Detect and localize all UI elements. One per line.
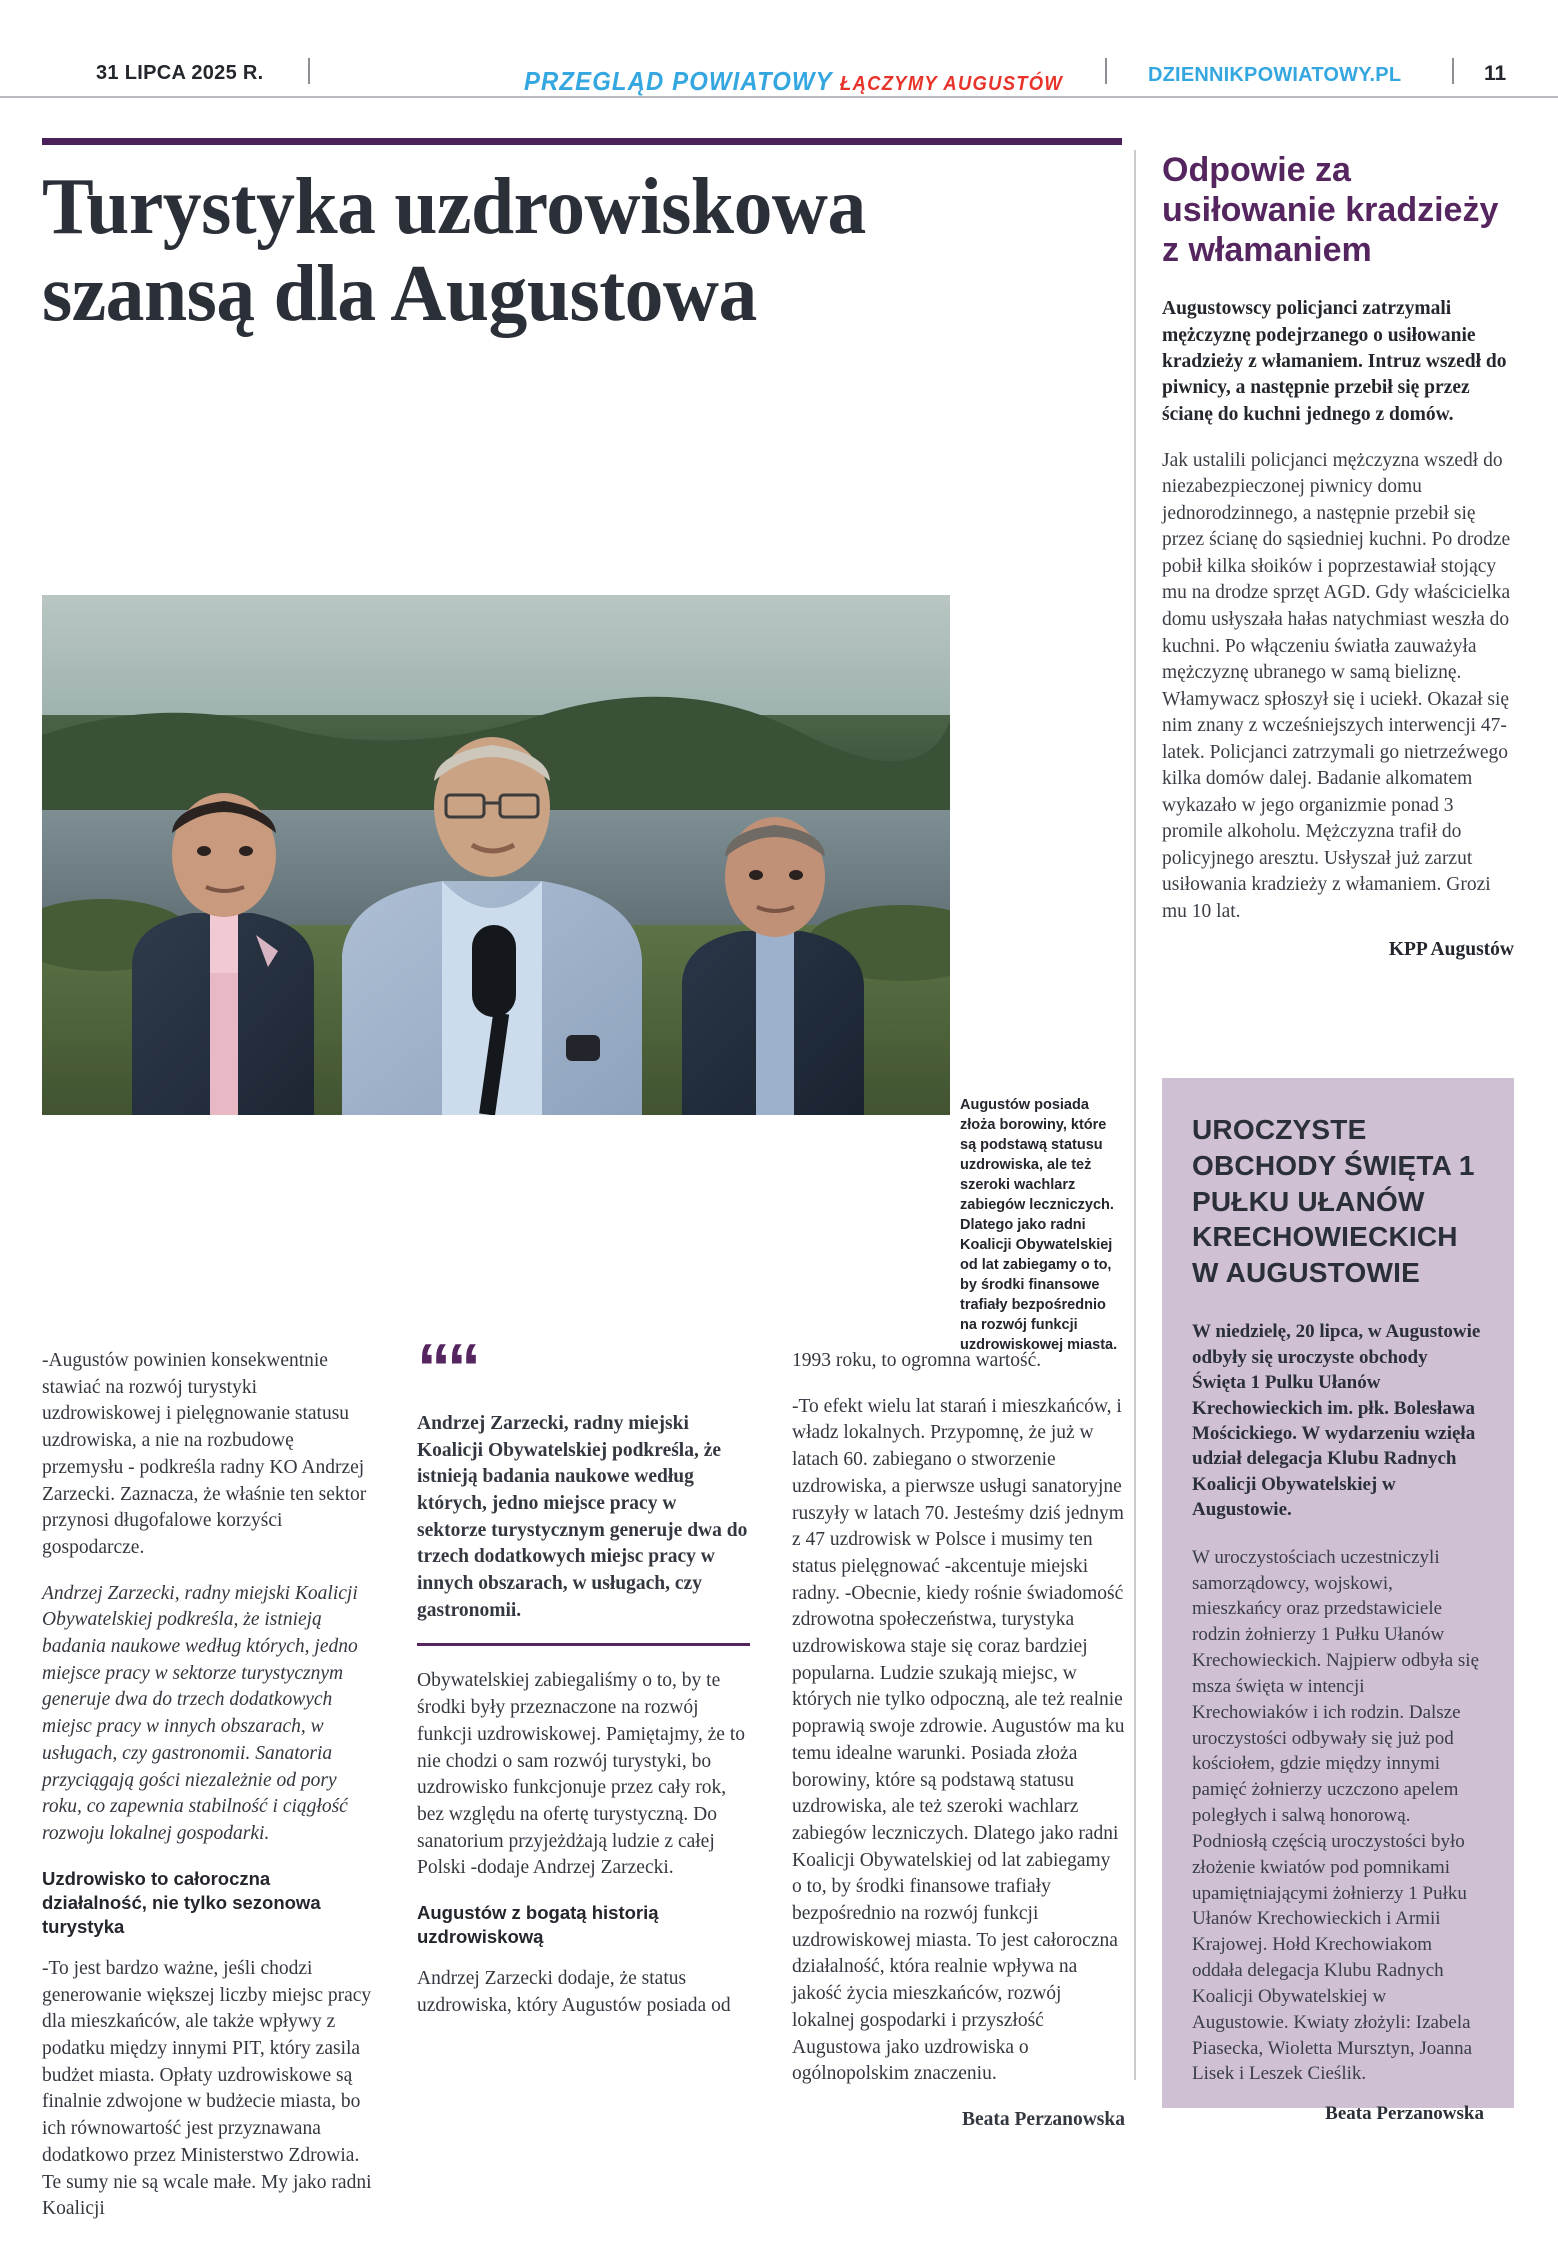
sidebar: [1162, 150, 1514, 961]
logo-title: PRZEGLĄD POWIATOWY: [524, 66, 833, 96]
sidebar-article2-body: W uroczystościach uczestniczyli samorządowcy, wojskowi, mieszkańcy oraz przedstawiciele rodzin żołnierzy 1 Pułku Ułanów Krechowieckich. Najpierw odbyła się msza święta w intencji Krechowiaków i ich rodzin. Dalsze uroczystości odbywały się już pod kościołem, gdzie między innymi pamięć żołnierzy uczczono apelem poległych i salwą honorową. Podniosłą częścią uroczystości było złożenie kwiatów pod pomnikami upamiętniającymi żołnierzy 1 Pułku Ułanów Krechowieckich i Armii Krajowej. Hołd Krechowiakom oddała delegacja Klubu Radnych Koalicji Obywatelskiej w Augustowie. Kwiaty złożyli: Izabela Piasecka, Wioletta Mursztyn, Joanna Lisek i Leszek Cieślik.: [1192, 1546, 1480, 2085]
quote-mark-icon: ““: [417, 1330, 477, 1406]
photo-graphic: [42, 595, 950, 1115]
masthead: [0, 0, 1558, 120]
issue-date: 31 LIPCA 2025 R.: [96, 62, 264, 84]
logo-tagline: ŁĄCZYMY AUGUSTÓW: [840, 73, 1064, 95]
pull-quote-rule: [417, 1643, 750, 1646]
col1-paragraph-1: -Augustów powinien konsekwentnie stawiać na rozwój turystyki uzdrowiskowej i pielęgnowanie statusu uzdrowiska, a nie na rozbudowę przemysłu - podkreśla radny KO Andrzej Zarzecki. Zaznacza, że właśnie ten sektor przynosi długofalowe korzyści gospodarcze.: [42, 1350, 367, 1558]
sidebar-article2-box: [1162, 1078, 1514, 2125]
sidebar-article2-lead: W niedzielę, 20 lipca, w Augustowie odbyły się uroczyste obchody Święta 1 Pulku Ułanów Krechowieckich im. płk. Bolesława Mościckiego. W wydarzeniu wzięła udział delegacja Klubu Radnych Koalicji Obywatelskiej w Augustowie.: [1192, 1321, 1481, 1521]
pull-quote: Andrzej Zarzecki, radny miejski Koalicji Obywatelskiej podkreśla, że istnieją badania naukowe według których, jedno miejsce pracy w sektorze turystycznym generuje dwa do trzech dodatkowych miejsc pracy w innych obszarach, w usługach, czy gastronomii.: [417, 1412, 748, 1621]
sidebar-divider: [1134, 150, 1136, 2080]
masthead-divider-1: [308, 58, 310, 84]
article-column-2: [417, 1330, 750, 2242]
article-columns: [42, 1330, 1126, 2242]
main-article: [42, 150, 1126, 338]
sidebar-article1-headline: Odpowie za usiłowanie kradzieży z włamaniem: [1162, 151, 1499, 270]
sidebar-article1-lead: Augustowscy policjanci zatrzymali mężczyznę podejrzanego o usiłowanie kradzieży z włamaniem. Intruz wszedł do piwnicy, a następnie przebił się przez ścianę do kuchni jednego z domów.: [1162, 298, 1507, 425]
sidebar-article2-byline: Beata Perzanowska: [1325, 2103, 1484, 2125]
website-url[interactable]: DZIENNIKPOWIATOWY.PL: [1148, 64, 1402, 86]
section-rule: [42, 138, 1122, 145]
col1-subheading: Uzdrowisko to całoroczna działalność, nie tylko sezonowa turystyka: [42, 1867, 321, 1938]
article-headline: Turystyka uzdrowiskowa szansą dla Augustowa: [42, 163, 866, 339]
publication-logo: [524, 66, 1063, 97]
col3-paragraph-1: 1993 roku, to ogromna wartość.: [792, 1350, 1042, 1371]
col2-paragraph-2: Andrzej Zarzecki dodaje, że status uzdrowiska, który Augustów posiada od: [417, 1967, 731, 2016]
col1-paragraph-3: -To jest bardzo ważne, jeśli chodzi generowanie większej liczby miejsc pracy dla mieszkańców, ale także wpływy z podatku między innymi PIT, który zasila budżet miasta. Opłaty uzdrowiskowe są finalnie zdwojone w budżecie miasta, bo ich równowartość jest przyznawana dodatkowo przez Ministerstwo Zdrowia. Te sumy nie są wcale małe. My jako radni Koalicji: [42, 1957, 372, 2220]
masthead-rule: [0, 96, 1558, 98]
article-byline: Beata Perzanowska: [961, 2108, 1125, 2130]
article-column-3: [792, 1348, 1125, 2242]
sidebar-article1-body: Jak ustalili policjanci mężczyzna wszedł do niezabezpieczonej piwnicy domu jednorodzinnego, a następnie przebił się przez ścianę do sąsiedniej kuchni. Po drodze pobił kilka słoików i poprzestawiał stojący mu na drodze sprzęt AGD. Gdy właścicielka domu usłyszała hałas natychmiast weszła do kuchni. Po włączeniu światła zauważyła mężczyznę ubranego w samą bieliznę. Włamywacz spłoszył się i uciekł. Okazał się nim znany z wcześniejszych interwencji 47-latek. Policjanci zatrzymali go nietrzeźwego kilka domów dalej. Badanie alkomatem wykazało w jego organizmie ponad 3 promile alkoholu. Mężczyzna trafił do policyjnego aresztu. Usłyszał już zarzut usiłowania kradzieży z włamaniem. Grozi mu 10 lat.: [1162, 449, 1511, 922]
article-photo: [42, 595, 950, 1115]
col1-paragraph-2: Andrzej Zarzecki, radny miejski Koalicji Obywatelskiej podkreśla, że istnieją badania naukowe według których, jedno miejsce pracy w sektorze turystycznym generuje dwa do trzech dodatkowych miejsc pracy w innych obszarach, w usługach, czy gastronomii. Sanatoria przyciągają gości niezależnie od pory roku, co zapewnia stabilność i ciągłość rozwoju lokalnej gospodarki.: [42, 1582, 358, 1844]
col3-paragraph-2: -To efekt wielu lat starań i mieszkańców, i władz lokalnych. Przypomnę, że już w latach 60. zabiegano o stworzenie uzdrowiska, a pierwsze usługi sanatoryjne ruszyły w latach 70. Jesteśmy dziś jednym z 47 uzdrowisk w Polsce i musimy ten status pielęgnować -akcentuje miejski radny. -Obecnie, kiedy rośnie świadomość zdrowotna społeczeństwa, turystyka uzdrowiskowa staje się coraz bardziej popularna. Ludzie szukają miejsc, w których nie tylko odpoczną, ale też realnie poprawią swoje zdrowie. Augustów ma ku temu idealne warunki. Posiada złoża borowiny, które są podstawą statusu uzdrowiska, ale też szeroki wachlarz zabiegów leczniczych. Dlatego jako radni Koalicji Obywatelskiej od lat zabiegamy o to, by środki finansowe trafiały bezpośrednio na rozwój funkcji uzdrowiskowej miasta. To jest całoroczna działalność, która realnie wpływa na jakość życia mieszkańców, rozwój lokalnej gospodarki i przyszłość Augustowa jako uzdrowiska o ogólnopolskim znaczeniu.: [792, 1395, 1125, 2085]
article-column-1: [42, 1348, 375, 2242]
col2-subheading: Augustów z bogatą historią uzdrowiskową: [417, 1902, 659, 1948]
masthead-divider-2: [1105, 58, 1107, 84]
masthead-divider-3: [1452, 58, 1454, 84]
sidebar-article1-byline: KPP Augustów: [1388, 939, 1514, 961]
col2-paragraph-1: Obywatelskiej zabiegaliśmy o to, by te środki były przeznaczone na rozwój funkcji uzdrowiskowej. Pamiętajmy, że to nie chodzi o sam rozwój turystyki, bo uzdrowisko funkcjonuje przez cały rok, bez względu na ofertę turystyczną. Do sanatorium przyjeżdżają ludzie z całej Polski -dodaje Andrzej Zarzecki.: [417, 1670, 745, 1879]
page-number: 11: [1484, 62, 1507, 85]
photo-caption: Augustów posiada złoża borowiny, które są podstawą statusu uzdrowiska, ale też szeroki wachlarz zabiegów leczniczych. Dlatego jako radni Koalicji Obywatelskiej od lat zabiegamy o to, by środki finansowe trafiały bezpośrednio na rozwój funkcji uzdrowiskowej miasta.: [960, 1097, 1118, 1353]
sidebar-article2-title: UROCZYSTE OBCHODY ŚWIĘTA 1 PUŁKU UŁANÓW KRECHOWIECKICH W AUGUSTOWIE: [1192, 1114, 1475, 1289]
